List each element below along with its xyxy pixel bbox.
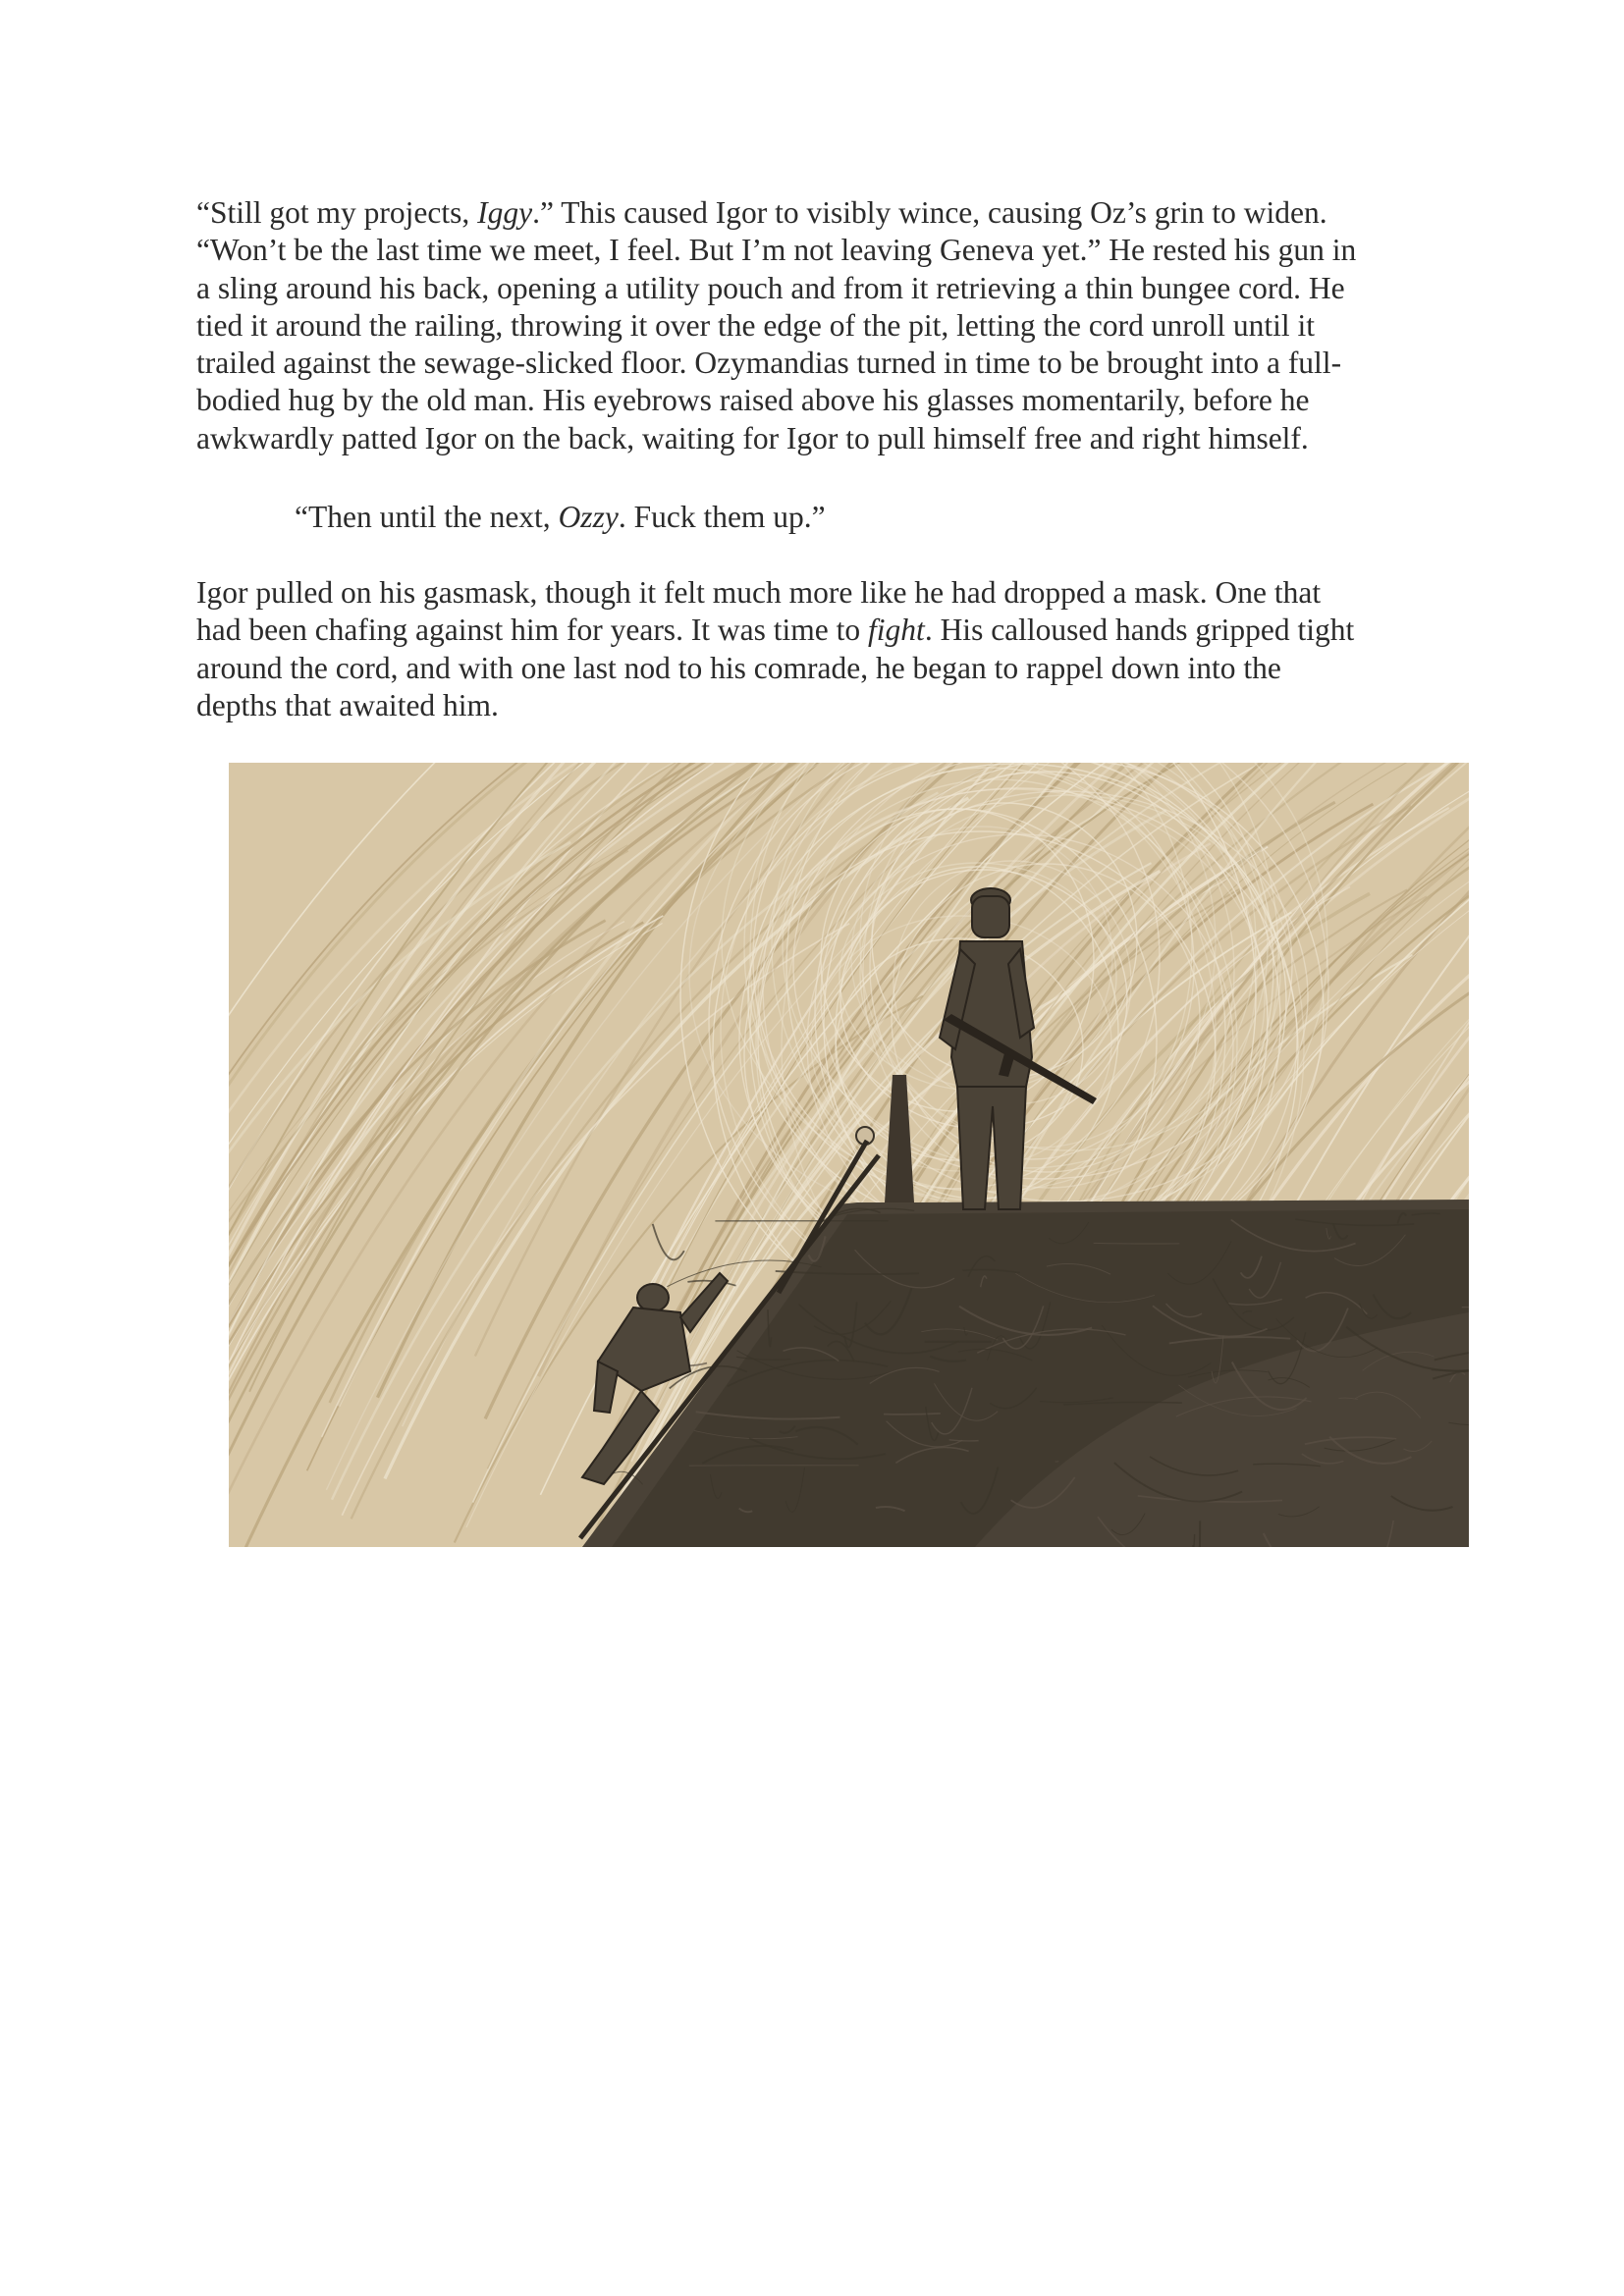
sketch-illustration xyxy=(229,763,1469,1547)
italic-word-fight: fight xyxy=(868,613,925,648)
italic-name-ozzy: Ozzy xyxy=(558,500,619,534)
text-line: bodied hug by the old man. His eyebrows raised above his glasses momentarily, before he xyxy=(196,383,1310,418)
hatch-stroke xyxy=(1199,1521,1200,1547)
text-line: around the cord, and with one last nod to his comrade, he began to rappel down into the xyxy=(196,650,1281,685)
text-line: Igor pulled on his gasmask, though it felt much more like he had dropped a mask. One that xyxy=(196,575,1322,610)
text-line: tied it around the railing, throwing it over the edge of the pit, letting the cord unroll until it xyxy=(196,307,1315,343)
text-line: a sling around his back, opening a utility pouch and from it retrieving a thin bungee cord. He xyxy=(196,270,1345,305)
text-line: trailed against the sewage-slicked floor. Ozymandias turned in time to be brought into a full- xyxy=(196,346,1342,381)
paragraph-dialogue-igor xyxy=(295,499,1434,536)
paragraph-narration xyxy=(196,574,1434,724)
hatch-stroke xyxy=(884,1414,941,1415)
text-line: “Then until the next, Ozzy. Fuck them up.” xyxy=(295,500,826,534)
text-line: depths that awaited him. xyxy=(196,687,499,722)
illustration-canvas xyxy=(229,763,1469,1547)
text-line: “Still got my projects, Iggy.” This caused Igor to visibly wince, causing Oz’s grin to widen. xyxy=(196,195,1327,230)
text-line: awkwardly patted Igor on the back, waiting for Igor to pull himself free and right himself. xyxy=(196,420,1309,455)
italic-name-iggy: Iggy xyxy=(477,195,533,230)
text-line: had been chafing against him for years. It was time to fight. His calloused hands gripped tight xyxy=(196,613,1355,648)
text-line: “Won’t be the last time we meet, I feel. But I’m not leaving Geneva yet.” He rested his gun in xyxy=(196,233,1357,268)
paragraph-dialogue-oz xyxy=(196,194,1434,457)
